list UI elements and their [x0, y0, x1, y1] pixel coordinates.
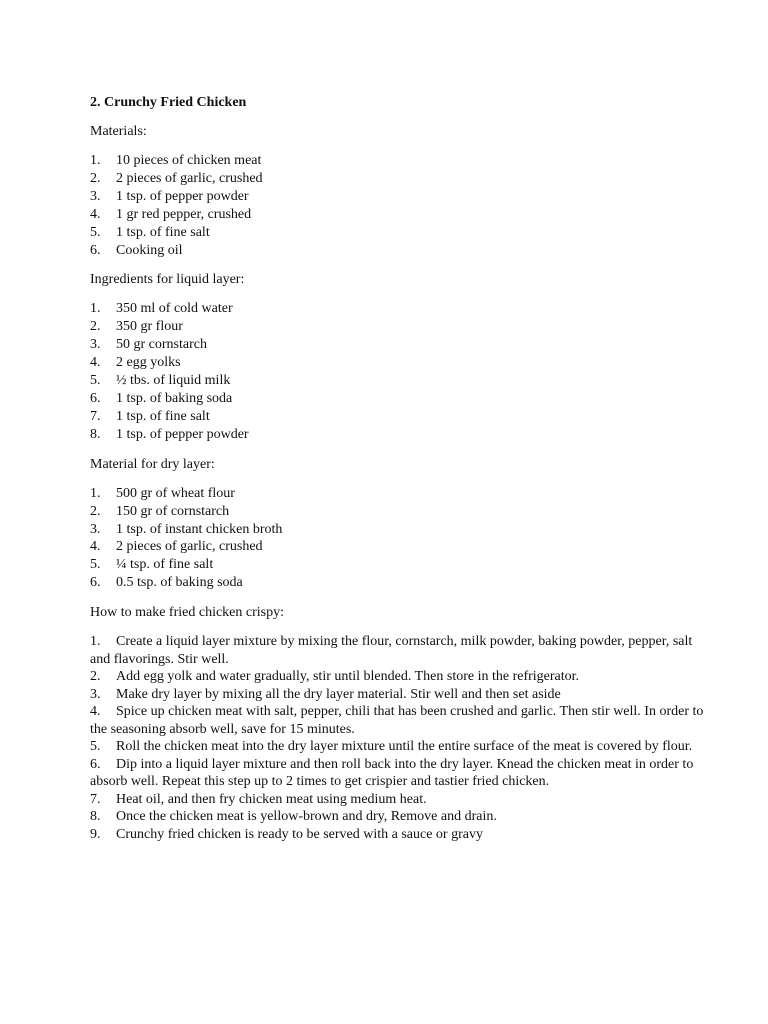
list-item-text: 1 tsp. of fine salt [116, 224, 210, 240]
step-text: Make dry layer by mixing all the dry layer material. Stir well and then set aside [116, 686, 561, 702]
step-item: 4. Spice up chicken meat with salt, pepper, chili that has been crushed and garlic. Then stir well. In order to the seasoning absorb well, save for 15 minutes. [90, 704, 704, 737]
dry-layer-heading: Material for dry layer: [90, 456, 215, 472]
step-text: Heat oil, and then fry chicken meat using medium heat. [116, 791, 427, 807]
list-item-text: 2 pieces of garlic, crushed [116, 539, 263, 555]
step-text: Dip into a liquid layer mixture and then roll back into the dry layer. Knead the chicken meat in order to absorb well. Repeat this step up to 2 times to get crispier and tastier fried chicken. [90, 756, 694, 790]
materials-heading: Materials: [90, 124, 147, 139]
step-text: Spice up chicken meat with salt, pepper, chili that has been crushed and garlic. Then stir well. In order to the seasoning absorb well, save for 15 minutes. [90, 704, 704, 737]
step-text: Create a liquid layer mixture by mixing the flour, cornstarch, milk powder, baking powder, pepper, salt and flavorings. Stir well. [90, 634, 693, 667]
step-item: 8. Once the chicken meat is yellow-brown and dry, Remove and drain. [90, 809, 497, 825]
materials-list [90, 152, 710, 259]
list-item-text: 1 gr red pepper, crushed [116, 206, 252, 222]
method-steps [90, 633, 710, 843]
list-item-text: ½ tbs. of liquid milk [116, 373, 231, 389]
list-item: 6. 1 tsp. of baking soda [90, 390, 233, 406]
list-item: 1. 500 gr of wheat flour [90, 485, 235, 501]
list-item: 2. 150 gr of cornstarch [90, 503, 230, 519]
list-item: 1. 10 pieces of chicken meat [90, 153, 262, 168]
step-item: 9. Crunchy fried chicken is ready to be served with a sauce or gravy [90, 826, 483, 842]
list-item: 1. 350 ml of cold water [90, 301, 233, 317]
step-item: 7. Heat oil, and then fry chicken meat using medium heat. [90, 791, 427, 807]
list-item: 5. 1 tsp. of fine salt [90, 224, 210, 240]
list-item: 5. ¼ tsp. of fine salt [90, 557, 214, 573]
step-text: Add egg yolk and water gradually, stir until blended. Then store in the refrigerator. [116, 669, 580, 685]
list-item-text: 150 gr of cornstarch [116, 503, 230, 519]
list-item: 6. Cooking oil [90, 242, 183, 258]
list-item-text: ¼ tsp. of fine salt [116, 557, 214, 573]
list-item-text: 2 pieces of garlic, crushed [116, 170, 263, 186]
list-item-text: 1 tsp. of pepper powder [116, 426, 249, 442]
list-item: 3. 1 tsp. of instant chicken broth [90, 521, 283, 537]
list-item: 3. 50 gr cornstarch [90, 337, 207, 353]
list-item-text: 350 ml of cold water [116, 301, 233, 317]
liquid-layer-list [90, 300, 710, 443]
step-item: 1. Create a liquid layer mixture by mixing the flour, cornstarch, milk powder, baking powder, pepper, salt and flavorings. Stir well. [90, 634, 693, 667]
list-item: 3. 1 tsp. of pepper powder [90, 188, 249, 204]
recipe-content [90, 94, 710, 843]
list-item-text: 1 tsp. of fine salt [116, 408, 210, 424]
list-item: 2. 350 gr flour [90, 319, 183, 335]
step-text: Roll the chicken meat into the dry layer mixture until the entire surface of the meat is covered by flour. [116, 739, 693, 755]
list-item-text: 0.5 tsp. of baking soda [116, 575, 243, 591]
step-item: 3. Make dry layer by mixing all the dry layer material. Stir well and then set aside [90, 686, 561, 702]
list-item-text: 10 pieces of chicken meat [116, 153, 262, 168]
list-item-text: 1 tsp. of baking soda [116, 390, 233, 406]
step-text: Crunchy fried chicken is ready to be served with a sauce or gravy [116, 826, 483, 842]
list-item: 4. 1 gr red pepper, crushed [90, 206, 252, 222]
liquid-layer-heading: Ingredients for liquid layer: [90, 272, 245, 288]
step-item: 6. Dip into a liquid layer mixture and then roll back into the dry layer. Knead the chicken meat in order to absorb well. Repeat this step up to 2 times to get crispier and tastier fried chicken. [90, 756, 694, 790]
method-heading: How to make fried chicken crispy: [90, 605, 284, 621]
list-item-text: 50 gr cornstarch [116, 337, 207, 353]
step-item: 2. Add egg yolk and water gradually, stir until blended. Then store in the refrigerator. [90, 669, 580, 685]
list-item-text: 500 gr of wheat flour [116, 485, 235, 501]
recipe-title: 2. Crunchy Fried Chicken [90, 95, 247, 110]
step-item: 5. Roll the chicken meat into the dry layer mixture until the entire surface of the meat is covered by flour. [90, 739, 693, 755]
list-item: 4. 2 pieces of garlic, crushed [90, 539, 263, 555]
list-item: 6. 0.5 tsp. of baking soda [90, 575, 243, 591]
list-item: 4. 2 egg yolks [90, 355, 181, 371]
list-item: 5. ½ tbs. of liquid milk [90, 373, 231, 389]
list-item-text: 2 egg yolks [116, 355, 181, 371]
list-item: 8. 1 tsp. of pepper powder [90, 426, 249, 442]
list-item-text: 1 tsp. of instant chicken broth [116, 521, 283, 537]
list-item-text: Cooking oil [116, 242, 183, 258]
list-item: 2. 2 pieces of garlic, crushed [90, 170, 263, 186]
list-item: 7. 1 tsp. of fine salt [90, 408, 210, 424]
step-text: Once the chicken meat is yellow-brown and dry, Remove and drain. [116, 809, 497, 825]
list-item-text: 1 tsp. of pepper powder [116, 188, 249, 204]
dry-layer-list [90, 485, 710, 592]
list-item-text: 350 gr flour [116, 319, 183, 335]
